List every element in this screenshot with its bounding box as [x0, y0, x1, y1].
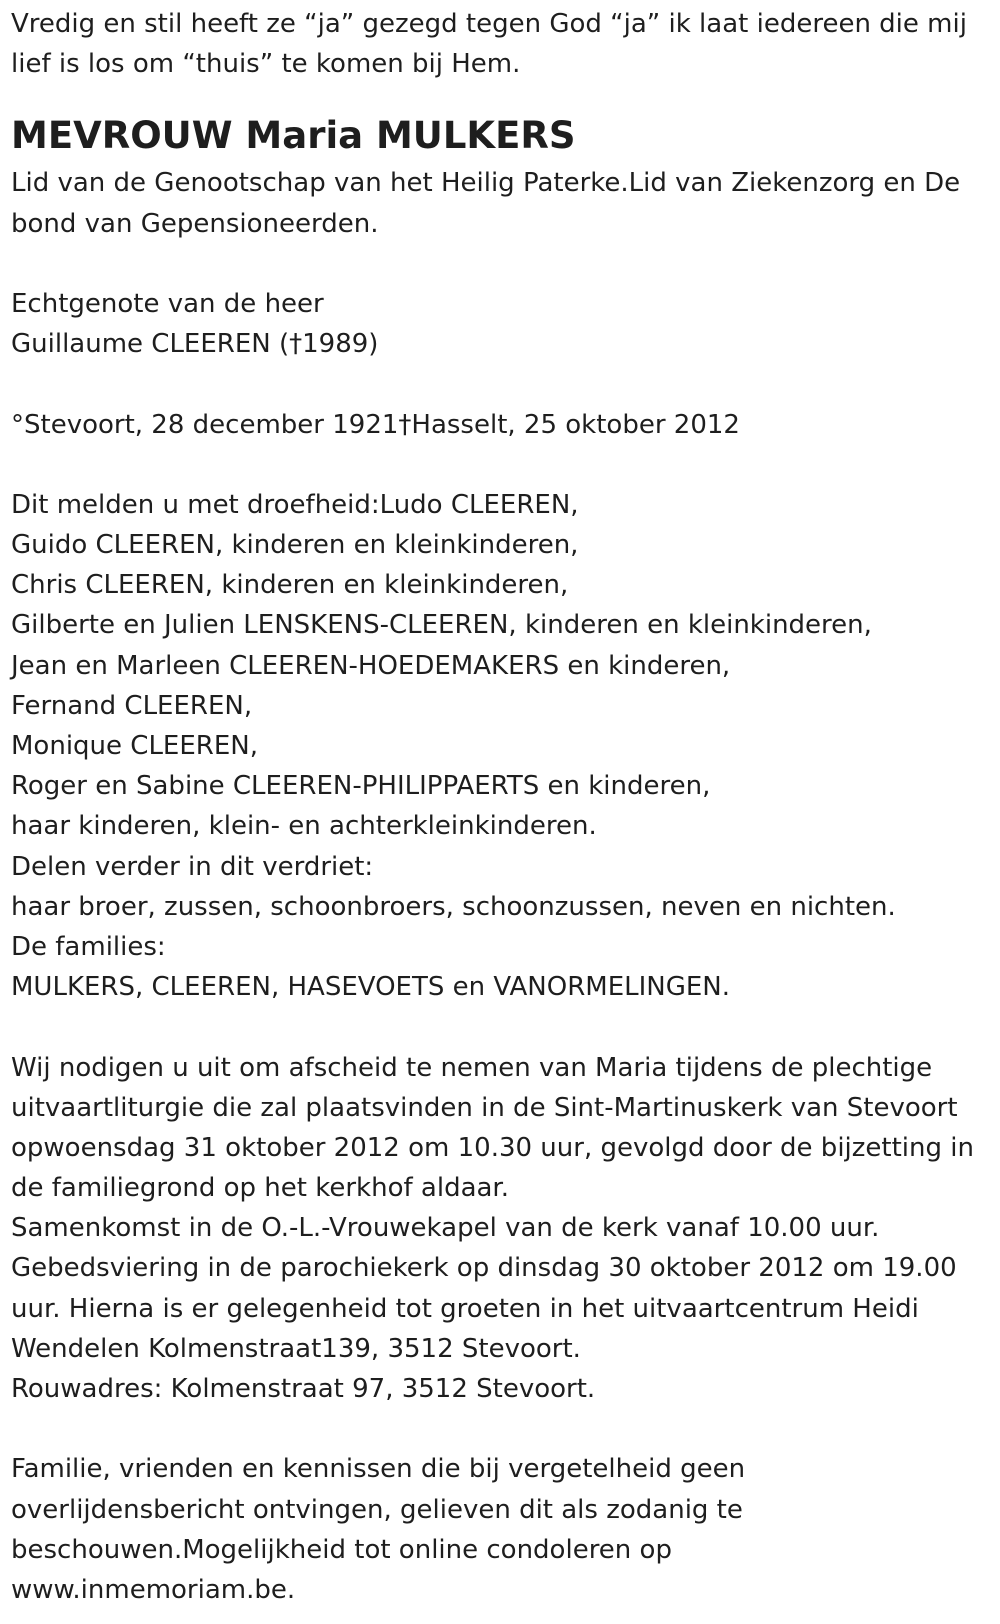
closing-line: overlijdensbericht ontvingen, gelieven dit als zodanig te [11, 1494, 743, 1525]
announcer-line: Jean en Marleen CLEEREN-HOEDEMAKERS en kinderen, [11, 650, 731, 681]
ceremony-line: Wij nodigen u uit om afscheid te nemen van Maria tijdens de plechtige [11, 1052, 933, 1083]
announcer-line: Guido CLEEREN, kinderen en kleinkinderen, [11, 530, 579, 561]
intro-line: Vredig en stil heeft ze “ja” gezegd tegen God “ja” ik laat iedereen die mij [11, 9, 967, 39]
ceremony-line: Gebedsviering in de parochiekerk op dinsdag 30 oktober 2012 om 19.00 [11, 1253, 957, 1284]
announcer-line: Gilberte en Julien LENSKENS-CLEEREN, kinderen en kleinkinderen, [11, 610, 872, 641]
spacer [11, 244, 991, 284]
announcer-line: haar broer, zussen, schoonbroers, schoonzussen, neven en nichten. [11, 891, 896, 922]
ceremony-line: uitvaartliturgie die zal plaatsvinden in de Sint-Martinuskerk van Stevoort [11, 1092, 958, 1123]
ceremony-line: opwoensdag 31 oktober 2012 om 10.30 uur, gevolgd door de bijzetting in [11, 1132, 974, 1163]
closing-line: beschouwen.Mogelijkheid tot online condoleren op [11, 1534, 672, 1565]
ceremony-line: Wendelen Kolmenstraat139, 3512 Stevoort. [11, 1333, 581, 1364]
announcer-line: Delen verder in dit verdriet: [11, 851, 374, 882]
intro-quote [11, 4, 991, 84]
deceased-name: MEVROUW Maria MULKERS [11, 114, 576, 158]
ceremony-line: Samenkomst in de O.-L.-Vrouwekapel van de kerk vanaf 10.00 uur. [11, 1213, 880, 1244]
spouse-line: Echtgenote van de heer [11, 288, 324, 319]
spacer [11, 1007, 991, 1047]
ceremony-line: de familiegrond op het kerkhof aldaar. [11, 1173, 509, 1204]
closing-note [11, 1449, 991, 1610]
spacer [11, 1409, 991, 1449]
announcer-line: Dit melden u met droefheid:Ludo CLEEREN, [11, 489, 579, 520]
membership [11, 163, 991, 243]
spouse-line: Guillaume CLEEREN (†1989) [11, 329, 379, 360]
closing-line: www.inmemoriam.be. [11, 1574, 296, 1605]
spouse-info [11, 284, 991, 364]
membership-line: bond van Gepensioneerden. [11, 208, 379, 239]
announcer-line: Roger en Sabine CLEEREN-PHILIPPAERTS en kinderen, [11, 771, 711, 802]
ceremony-details [11, 1048, 991, 1410]
announcer-line: De families: [11, 931, 166, 962]
closing-line: Familie, vrienden en kennissen die bij vergetelheid geen [11, 1454, 746, 1485]
announcers-list [11, 485, 991, 1007]
spacer [11, 445, 991, 485]
obituary-notice [11, 4, 991, 1610]
announcer-line: Monique CLEEREN, [11, 731, 258, 761]
membership-line: Lid van de Genootschap van het Heilig Paterke.Lid van Ziekenzorg en De [11, 168, 961, 199]
announcer-line: MULKERS, CLEEREN, HASEVOETS en VANORMELINGEN. [11, 972, 731, 1003]
spacer [11, 364, 991, 404]
birth-death-dates: °Stevoort, 28 december 1921†Hasselt, 25 oktober 2012 [11, 409, 740, 440]
intro-line: lief is los om “thuis” te komen bij Hem. [11, 49, 521, 80]
ceremony-line: Rouwadres: Kolmenstraat 97, 3512 Stevoort. [11, 1374, 596, 1404]
announcer-line: Chris CLEEREN, kinderen en kleinkinderen, [11, 570, 569, 601]
ceremony-line: uur. Hierna is er gelegenheid tot groeten in het uitvaartcentrum Heidi [11, 1293, 919, 1324]
announcer-line: haar kinderen, klein- en achterkleinkinderen. [11, 811, 597, 842]
announcer-line: Fernand CLEEREN, [11, 690, 253, 721]
